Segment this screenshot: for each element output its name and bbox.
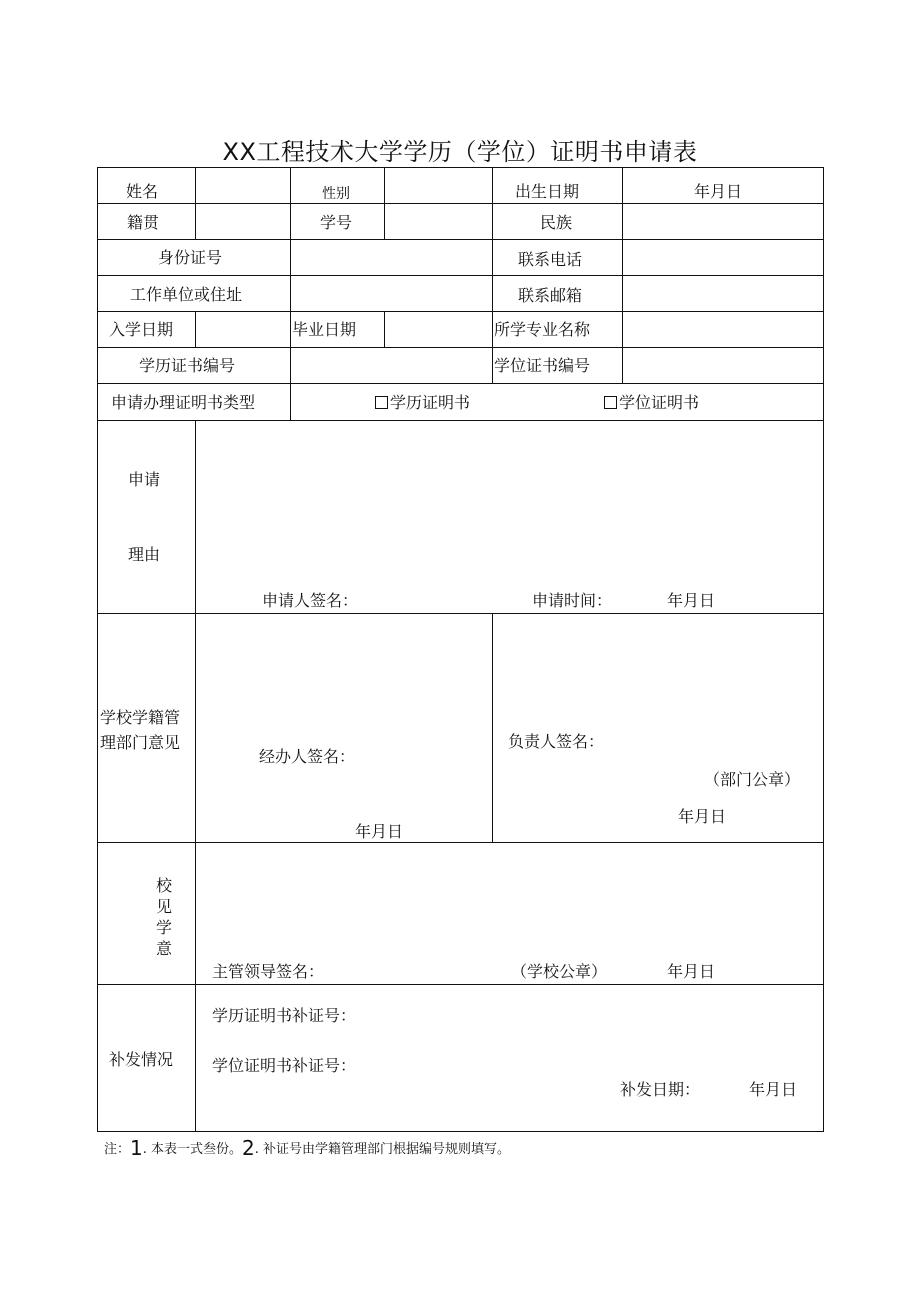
student-number-label: 学号 — [320, 213, 353, 232]
id-number-label: 身份证号 — [158, 248, 223, 267]
handler-date: 年月日 — [355, 822, 404, 841]
gender-label: 性别 — [322, 186, 350, 202]
degree-cert-number-label: 学位证书编号 — [494, 356, 591, 375]
application-date: 年月日 — [667, 591, 716, 610]
edu-cert-number-label: 学历证书编号 — [139, 356, 236, 375]
reissue-date-label: 补发日期： — [620, 1080, 701, 1099]
registry-label-line2: 理部门意见 — [100, 733, 181, 752]
gender-field[interactable] — [385, 168, 492, 203]
reason-text-area[interactable] — [196, 421, 823, 581]
applicant-signature-label: 申请人签名： — [262, 591, 359, 610]
application-time-label: 申请时间： — [532, 591, 613, 610]
handler-signature-label: 经办人签名： — [259, 747, 356, 766]
reissue-label: 补发情况 — [109, 1050, 174, 1069]
edu-reissue-number-label: 学历证明书补证号： — [212, 1006, 357, 1025]
graduation-date-field[interactable] — [385, 312, 492, 347]
leader-date: 年月日 — [678, 807, 727, 826]
edu-cert-checkbox[interactable] — [375, 394, 470, 412]
phone-field[interactable] — [623, 240, 823, 275]
degree-cert-number-field[interactable] — [623, 348, 823, 383]
school-opinion-label: 校见学意 — [155, 876, 172, 958]
registry-label-line1: 学校学籍管 — [100, 708, 181, 727]
major-label: 所学专业名称 — [494, 320, 591, 339]
note-text-1: . 本表一式叁份。 — [142, 1142, 243, 1157]
student-number-field[interactable] — [385, 204, 492, 239]
phone-label: 联系电话 — [518, 250, 583, 269]
checkbox-icon — [375, 396, 388, 409]
major-field[interactable] — [623, 312, 823, 347]
name-field[interactable] — [196, 168, 290, 203]
work-address-field[interactable] — [291, 276, 492, 311]
form-title: XX工程技术大学学历（学位）证明书申请表 — [222, 138, 698, 166]
note-number-1: 1 — [130, 1136, 143, 1160]
cert-type-label: 申请办理证明书类型 — [111, 393, 256, 412]
reissue-date: 年月日 — [749, 1080, 798, 1099]
native-place-label: 籍贯 — [127, 213, 160, 232]
reason-label-top: 申请 — [128, 470, 161, 489]
note-number-2: 2 — [242, 1136, 255, 1160]
supervisor-signature-label: 主管领导签名： — [212, 962, 325, 981]
reason-label-bottom: 理由 — [128, 545, 161, 564]
note-text-2: . 补证号由学籍管理部门根据编号规则填写。 — [254, 1142, 511, 1157]
note-prefix: 注： — [104, 1142, 131, 1157]
enrollment-date-label: 入学日期 — [109, 320, 174, 339]
ethnicity-field[interactable] — [623, 204, 823, 239]
school-seal-label: （学校公章） — [511, 962, 608, 981]
edu-cert-number-field[interactable] — [291, 348, 492, 383]
email-label: 联系邮箱 — [518, 286, 583, 305]
email-field[interactable] — [623, 276, 823, 311]
department-seal-label: （部门公章） — [704, 770, 801, 789]
birth-date-label: 出生日期 — [515, 182, 580, 201]
school-date: 年月日 — [667, 962, 716, 981]
birth-date-field[interactable]: 年月日 — [694, 182, 743, 201]
enrollment-date-field[interactable] — [196, 312, 290, 347]
ethnicity-label: 民族 — [540, 213, 573, 232]
id-number-field[interactable] — [291, 240, 492, 275]
work-address-label: 工作单位或住址 — [130, 285, 243, 304]
graduation-date-label: 毕业日期 — [292, 320, 357, 339]
checkbox-icon — [604, 396, 617, 409]
degree-reissue-number-label: 学位证明书补证号： — [212, 1056, 357, 1075]
degree-cert-option-label: 学位证明书 — [619, 393, 700, 412]
name-label: 姓名 — [126, 182, 159, 201]
degree-cert-checkbox[interactable] — [604, 394, 699, 412]
footnote — [104, 1136, 510, 1160]
edu-cert-option-label: 学历证明书 — [390, 393, 471, 412]
native-place-field[interactable] — [196, 204, 290, 239]
leader-signature-label: 负责人签名： — [508, 732, 605, 751]
